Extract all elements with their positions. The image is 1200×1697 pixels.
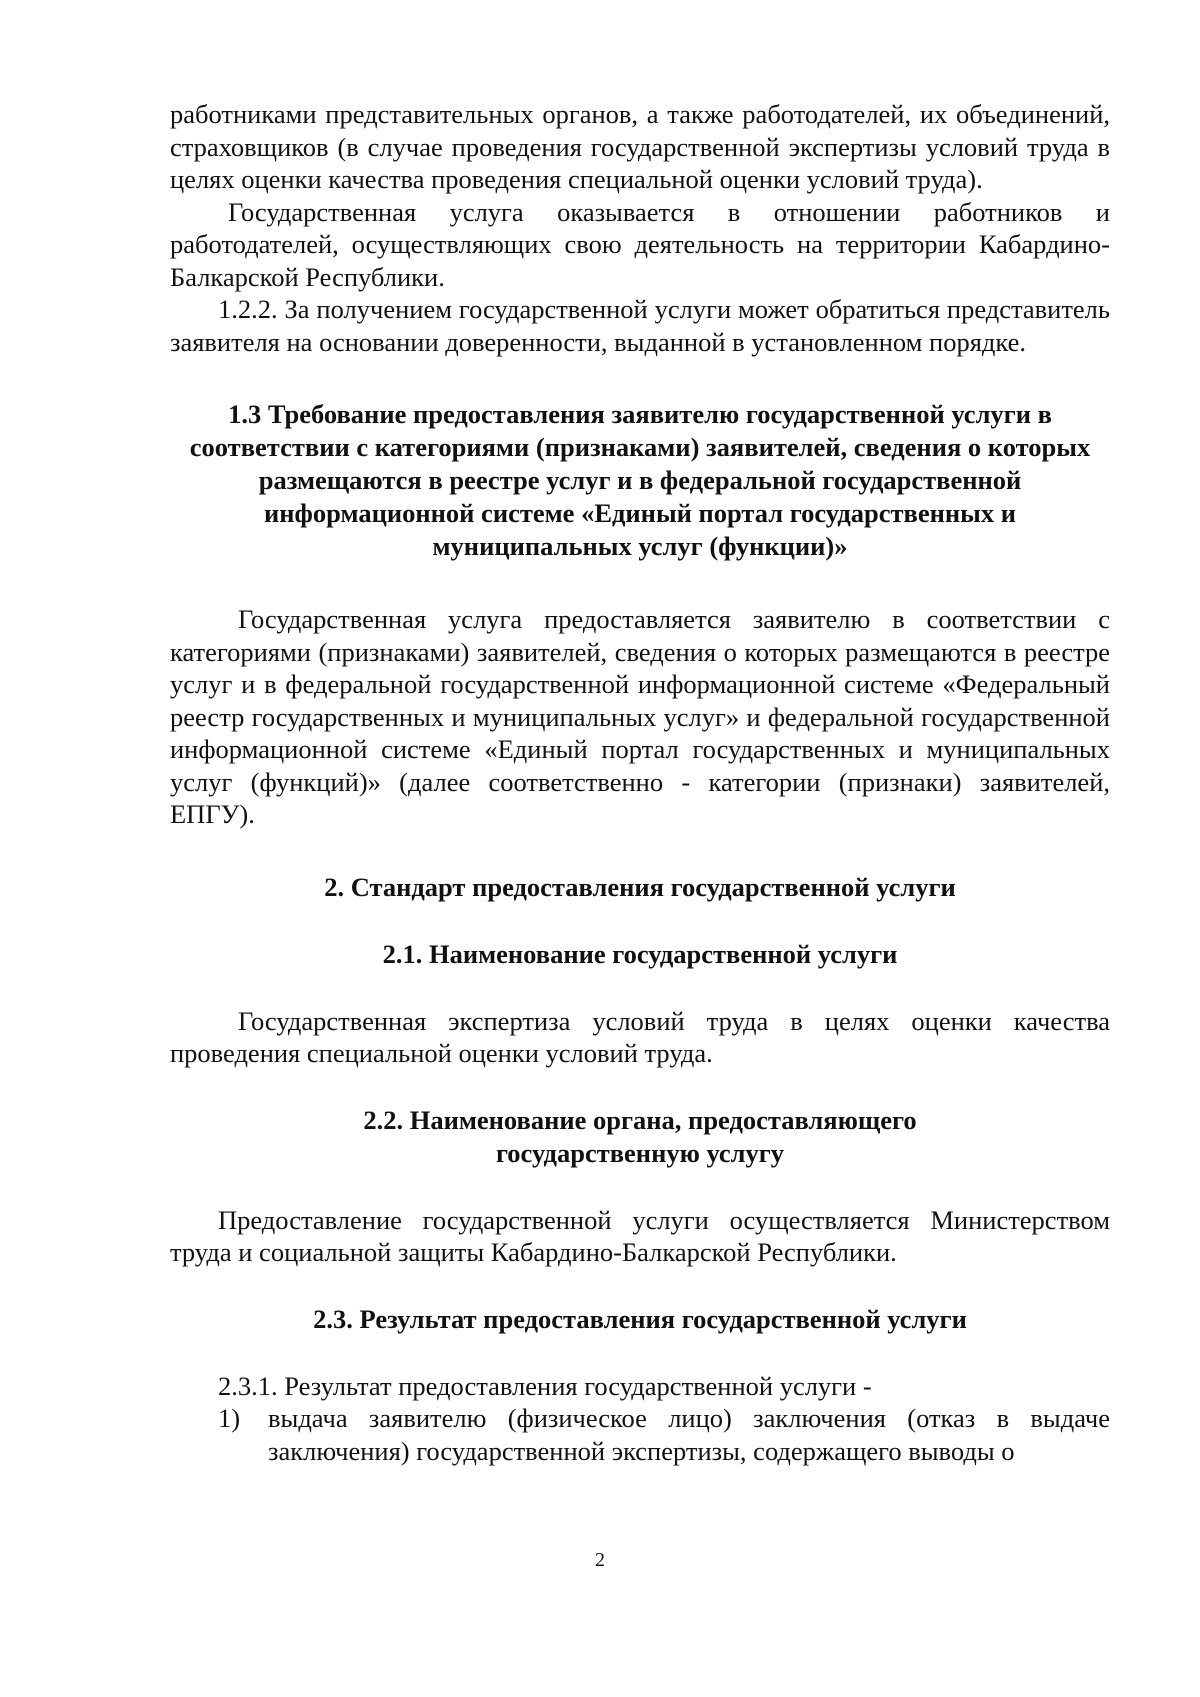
paragraph-intro: работниками представительных органов, а также работодателей, их объединений, страховщиков (в случае проведения государственной экспертизы условий труда в целях оценки качества проведения специальной оценки условий труда). xyxy=(170,99,1110,194)
spacer xyxy=(170,971,1110,1005)
spacer xyxy=(170,1336,1110,1370)
list-item-text: выдача заявителю (физическое лицо) заключения (отказ в выдаче заключения) государственной экспертизы, содержащего выводы о xyxy=(268,1403,1110,1466)
spacer xyxy=(170,904,1110,938)
list-item xyxy=(170,1402,1110,1467)
list-item-number: 1) xyxy=(218,1403,241,1433)
spacer xyxy=(170,358,1110,398)
spacer xyxy=(170,1170,1110,1204)
paragraph-2-2: Предоставление государственной услуги осуществляется Министерством труда и социальной защиты Кабардино-Балкарской Республики. xyxy=(170,1204,1110,1267)
spacer xyxy=(170,1070,1110,1104)
paragraph-2-1: Государственная экспертиза условий труда в целях оценки качества проведения специальной оценки условий труда. xyxy=(170,1005,1110,1068)
heading-section-1-3: 1.3 Требование предоставления заявителю государственной услуги в соответствии с категориями (признаками) заявителей, сведения о которых размещаются в реестре услуг и в федеральной государственной информационной системе «Единый портал государственных и муниципальных услуг (функции)» xyxy=(189,399,1091,561)
spacer xyxy=(170,1269,1110,1303)
heading-section-2-2-line1: 2.2. Наименование органа, предоставляющего xyxy=(363,1104,917,1135)
paragraph-2-3-1: 2.3.1. Результат предоставления государственной услуги - xyxy=(218,1370,872,1401)
heading-section-2-1: 2.1. Наименование государственной услуги xyxy=(382,938,898,969)
paragraph-1-3: Государственная услуга предоставляется заявителю в соответствии с категориями (признаками) заявителей, сведения о которых размещаются в реестре услуг и в федеральной государственной информационной системе «Федеральный реестр государственных и муниципальных услуг» и федеральной государственной информационной системе «Единый портал государственных и муниципальных услуг (функций)» (далее соответственно - категории (признаки) заявителей, ЕПГУ). xyxy=(170,604,1110,829)
paragraph-1-2-2: 1.2.2. За получением государственной услуги может обратиться представитель заявителя на основании доверенности, выданной в установленном порядке. xyxy=(170,294,1110,357)
heading-section-2: 2. Стандарт предоставления государственной услуги xyxy=(324,871,956,902)
heading-section-2-3: 2.3. Результат предоставления государственной услуги xyxy=(313,1303,967,1334)
page-number: 2 xyxy=(595,1549,605,1571)
spacer xyxy=(170,563,1110,603)
heading-section-2-2 xyxy=(170,1104,1110,1170)
heading-section-2-2-line2: государственную услугу xyxy=(495,1137,785,1168)
paragraph-service-scope: Государственная услуга оказывается в отношении работников и работодателей, осуществляющих свою деятельность на территории Кабардино-Балкарской Республики. xyxy=(170,196,1110,292)
page-content xyxy=(170,98,1110,1467)
spacer xyxy=(170,831,1110,871)
